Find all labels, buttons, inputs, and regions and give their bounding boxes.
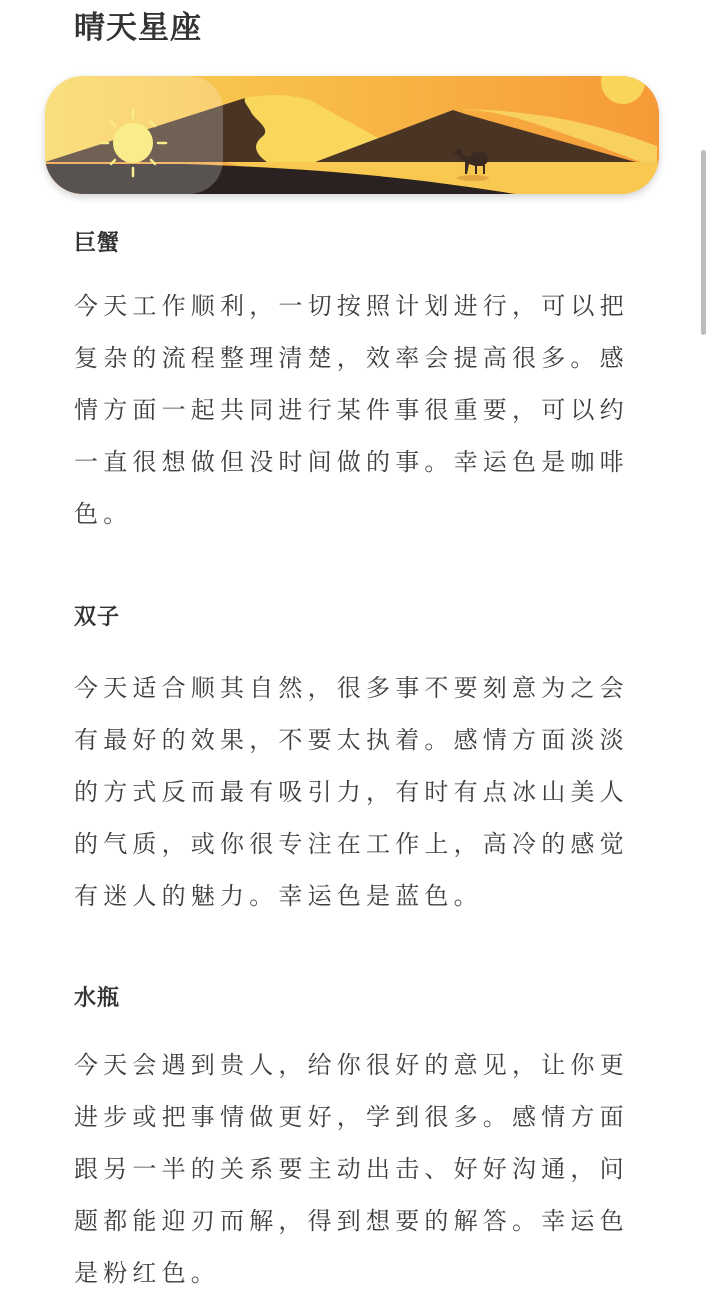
section-body: 今天适合顺其自然，很多事不要刻意为之会有最好的效果，不要太执着。感情方面淡淡的方式反而最有吸引力，有时有点冰山美人的气质，或你很专注在工作上，高冷的感觉有迷人的魅力。幸运色是蓝色。 — [74, 674, 629, 910]
scrollbar[interactable] — [701, 150, 706, 335]
desert-sunset-image — [45, 76, 659, 194]
section-body: 今天会遇到贵人，给你很好的意见，让你更进步或把事情做更好，学到很多。感情方面跟另一半的关系要主动出击、好好沟通，问题都能迎刃而解，得到想要的解答。幸运色是粉红色。 — [74, 1051, 629, 1287]
section-heading: 双子 — [74, 605, 121, 630]
page-title: 晴天星座 — [74, 10, 202, 46]
section-heading: 水瓶 — [74, 986, 121, 1011]
section-body: 今天工作顺利，一切按照计划进行，可以把复杂的流程整理清楚，效率会提高很多。感情方面一起共同进行某件事很重要，可以约一直很想做但没时间做的事。幸运色是咖啡色。 — [74, 292, 629, 528]
banner-illustration — [45, 76, 659, 194]
section-heading: 巨蟹 — [74, 231, 121, 256]
